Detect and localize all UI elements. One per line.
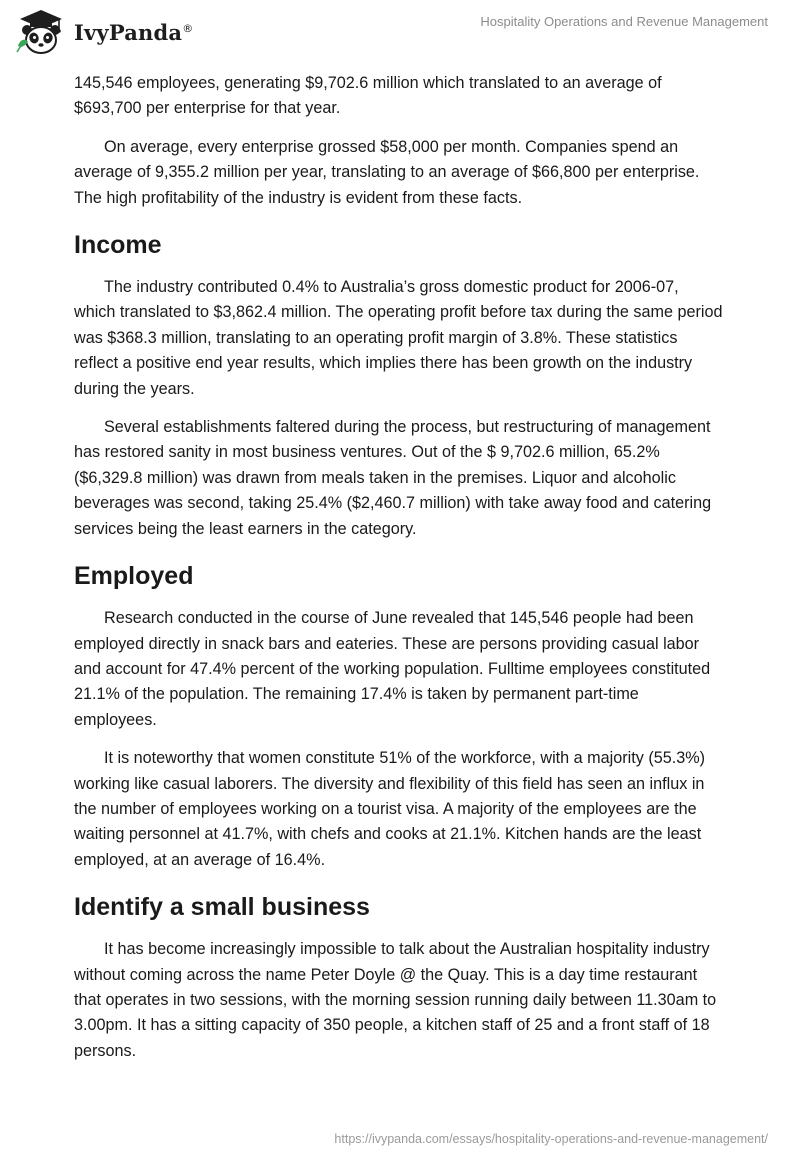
income-paragraph: Several establishments faltered during the process, but restructuring of management has restored sanity in most business ventures. Out of the $ 9,702.6 million, 65.2% ($6,329.8 million) was drawn from meals taken in the premises. Liquor and alcoholic beverages was second, taking 25.4% ($2,460.7 million) with take away food and catering services being the least earners in the category. [74, 418, 712, 538]
logo-wordmark: IvyPanda® [74, 19, 194, 45]
section-heading-small-business: Identify a small business [74, 893, 370, 922]
income-paragraph: The industry contributed 0.4% to Australia’s gross domestic product for 2006-07, which translated to $3,862.4 million. The operating profit before tax during the same period was $368.3 million, translating to an operating profit margin of 3.8%. These statistics reflect a positive end year results, which implies there has been growth on the industry during the years. [74, 278, 723, 398]
intro-paragraph: On average, every enterprise grossed $58,000 per month. Companies spend an average of 9,355.2 million per year, translating to an average of $66,800 per enterprise. The high profitability of the industry is evident from these facts. [74, 137, 700, 207]
ivypanda-logo[interactable] [14, 6, 193, 58]
panda-graduate-icon [14, 6, 66, 58]
document-title: Hospitality Operations and Revenue Management [480, 14, 768, 29]
section-heading-income: Income [74, 231, 162, 260]
employed-paragraph: Research conducted in the course of June revealed that 145,546 people had been employed directly in snack bars and eateries. These are persons providing casual labor and account for 47.4% percent of the working population. Fulltime employees constituted 21.1% of the population. The remaining 17.4% is taken by permanent part-time employees. [74, 609, 711, 729]
source-url-link[interactable]: https://ivypanda.com/essays/hospitality-operations-and-revenue-management/ [334, 1132, 768, 1146]
small-business-paragraph: It has become increasingly impossible to talk about the Australian hospitality industry without coming across the name Peter Doyle @ the Quay. This is a day time restaurant that operates in two sessions, with the morning session running daily between 11.30am to 3.00pm. It has a sitting capacity of 350 people, a kitchen staff of 25 and a front staff of 18 persons. [74, 940, 717, 1060]
intro-paragraph: 145,546 employees, generating $9,702.6 million which translated to an average of $693,700 per enterprise for that year. [74, 74, 662, 118]
section-heading-employed: Employed [74, 562, 194, 591]
essay-content [74, 71, 724, 1077]
page-header [0, 0, 800, 70]
employed-paragraph: It is noteworthy that women constitute 51% of the workforce, with a majority (55.3%) working like casual laborers. The diversity and flexibility of this field has seen an influx in the number of employees working on a tourist visa. A majority of the employees are the waiting personnel at 41.7%, with chefs and cooks at 21.1%. Kitchen hands are the least employed, at an average of 16.4%. [74, 749, 706, 869]
